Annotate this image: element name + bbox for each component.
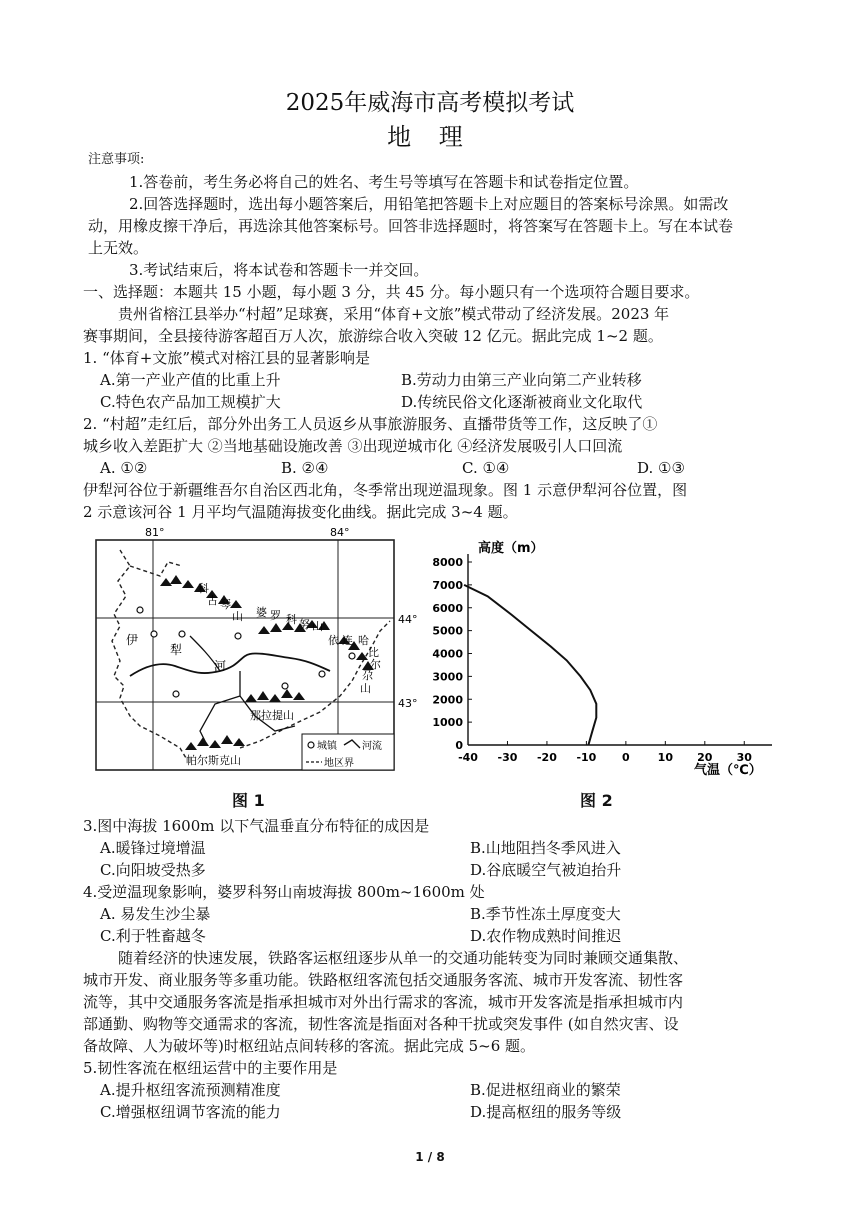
- legend-town-label: 城镇: [317, 741, 337, 752]
- chart-x-tick-label: 30: [736, 751, 752, 764]
- chart-x-tick-label: -30: [497, 751, 518, 764]
- question-4-option-c: C.利于牲畜越冬: [100, 927, 206, 945]
- mountain-nala-label: 那拉提山: [250, 709, 294, 722]
- mountain-poluo-char-1: 婆: [256, 606, 267, 619]
- mountain-yilian-char-3: 哈: [358, 634, 369, 647]
- question-4-option-d: D.农作物成熟时间推迟: [470, 927, 622, 945]
- mountain-nala: [245, 689, 305, 702]
- question-3-option-d: D.谷底暖空气被迫抬升: [470, 861, 622, 879]
- map-legend: [302, 734, 394, 770]
- passage-3-line-4: 部通勤、购物等交通需求的客流，韧性客流是指面对各种干扰或突发事件 (如自然灾害、设: [83, 1015, 679, 1033]
- passage-3-line-1: 随着经济的快速发展，铁路客运枢纽逐步从单一的交通功能转变为同时兼顾交通集散、: [118, 949, 689, 967]
- page-number: 1 / 8: [415, 1150, 445, 1164]
- chart-y-tick-label: 8000: [432, 556, 463, 569]
- question-2-option-c: C. ①④: [462, 459, 510, 477]
- question-2-option-a: A. ①②: [100, 459, 148, 477]
- question-2-stem: 2. “村超”走红后，部分外出务工人员返乡从事旅游服务、直播带货等工作，这反映了①: [83, 415, 658, 433]
- subject-title: 地 理: [387, 123, 473, 151]
- mountain-yilian-char-4: 比: [368, 646, 379, 659]
- mountain-kegu-char-2: 古: [207, 594, 218, 607]
- question-5-option-d: D.提高枢纽的服务等级: [470, 1103, 622, 1121]
- chart-y-tick-label: 5000: [432, 624, 463, 638]
- notice-heading: 注意事项:: [88, 152, 145, 167]
- notice-item-1: 1.答卷前，考生务必将自己的姓名、考生号等填写在答题卡和试卷指定位置。: [129, 173, 639, 191]
- figure-2-chart: [418, 538, 778, 780]
- question-2-option-b: B. ②④: [281, 459, 329, 477]
- question-4-option-a: A. 易发生沙尘暴: [100, 905, 211, 923]
- notice-item-2-end: 上无效。: [88, 239, 149, 257]
- question-3-option-b: B.山地阻挡冬季风进入: [470, 839, 621, 857]
- question-4-stem: 4.受逆温现象影响，婆罗科努山南坡海拔 800m~1600m 处: [83, 883, 485, 901]
- question-1-stem: 1. “体育+文旅”模式对榕江县的显著影响是: [83, 349, 370, 367]
- temperature-curve: [464, 585, 596, 745]
- question-5-option-b: B.促进枢纽商业的繁荣: [470, 1081, 621, 1099]
- section-heading: 一、选择题：本题共 15 小题，每小题 3 分，共 45 分。每小题只有一个选项符合题目要求。: [83, 283, 700, 301]
- question-3-option-c: C.向阳坡受热多: [100, 861, 206, 879]
- notice-item-2-cont: 动，用橡皮擦干净后，再选涂其他答案标号。回答非选择题时，将答案写在答题卡上。写在本试卷: [88, 217, 734, 235]
- longitude-84-label: 84°: [330, 526, 350, 539]
- legend-town-symbol: [308, 742, 314, 748]
- mountain-poluo-char-5: 山: [312, 620, 323, 633]
- mountain-paer: [185, 735, 245, 750]
- mountain-kegu-char-3: 琴: [220, 598, 231, 611]
- notice-item-2: 2.回答选择题时，选出每小题答案后，用铅笔把答题卡上对应题目的答案标号涂黑。如需改: [129, 195, 729, 213]
- river-main: [130, 653, 330, 676]
- longitude-81-label: 81°: [145, 526, 165, 539]
- mountain-yilian-char-7: 山: [360, 682, 371, 695]
- chart-x-tick-label: -40: [458, 751, 478, 764]
- mountain-yilian-char-2: 连: [342, 634, 353, 647]
- mountain-poluo-char-3: 科: [286, 613, 297, 626]
- latitude-43-label: 43°: [398, 697, 418, 710]
- map-label-li: 犁: [170, 643, 183, 657]
- passage-2-line-1: 伊犁河谷位于新疆维吾尔自治区西北角，冬季常出现逆温现象。图 1 示意伊犁河谷位置，图: [83, 481, 688, 499]
- chart-y-tick-label: 0: [455, 739, 463, 752]
- mountain-paer-label: 帕尔斯克山: [186, 754, 241, 767]
- passage-1-line-2: 赛事期间，全县接待游客超百万人次，旅游综合收入突破 12 亿元。据此完成 1~2 题。: [83, 327, 663, 345]
- question-3-option-a: A.暖锋过境增温: [100, 839, 206, 857]
- chart-x-axis-label: 气温（℃）: [694, 763, 762, 778]
- question-3-stem: 3.图中海拔 1600m 以下气温垂直分布特征的成因是: [83, 817, 430, 835]
- question-2-option-d: D. ①③: [637, 459, 685, 477]
- question-5-option-c: C.增强枢纽调节客流的能力: [100, 1103, 281, 1121]
- question-1-option-a: A.第一产业产值的比重上升: [100, 371, 281, 389]
- mountain-kegu-char-4: 山: [232, 610, 243, 623]
- question-1-option-c: C.特色农产品加工规模扩大: [100, 393, 281, 411]
- chart-y-tick-label: 1000: [432, 716, 463, 730]
- chart-x-tick-label: 20: [697, 751, 713, 764]
- question-4-option-b: B.季节性冻土厚度变大: [470, 905, 621, 923]
- chart-x-tick-label: 0: [622, 751, 630, 764]
- legend-river-label: 河流: [362, 741, 382, 752]
- passage-3-line-2: 城市开发、商业服务等多重功能。铁路枢纽客流包括交通服务客流、城市开发客流、韧性客: [83, 971, 684, 989]
- chart-y-tick-label: 4000: [432, 647, 463, 661]
- notice-item-3: 3.考试结束后，将本试卷和答题卡一并交回。: [129, 261, 429, 279]
- question-1-option-d: D.传统民俗文化逐渐被商业文化取代: [401, 393, 643, 411]
- chart-x-tick-label: -10: [576, 751, 597, 764]
- river-tributary-2: [200, 671, 240, 741]
- mountain-yilian-char-6: 尕: [362, 669, 373, 682]
- map-label-he: 河: [214, 659, 227, 673]
- chart-y-axis-label: 高度（m）: [478, 541, 544, 556]
- chart-y-tick-label: 3000: [432, 670, 463, 684]
- figure-2-caption: 图 2: [580, 791, 613, 810]
- passage-1-line-1: 贵州省榕江县举办“村超”足球赛，采用“体育+文旅”模式带动了经济发展。2023 年: [118, 305, 670, 323]
- passage-2-line-2: 2 示意该河谷 1 月平均气温随海拔变化曲线。据此完成 3~4 题。: [83, 503, 518, 521]
- question-5-option-a: A.提升枢纽客流预测精准度: [100, 1081, 281, 1099]
- passage-3-line-5: 备故障、人为破坏等)时枢纽站点间转移的客流。据此完成 5~6 题。: [83, 1037, 536, 1055]
- latitude-44-label: 44°: [398, 613, 418, 626]
- question-2-stem-cont: 城乡收入差距扩大 ②当地基础设施改善 ③出现逆城市化 ④经济发展吸引人口回流: [83, 437, 623, 455]
- chart-y-tick-label: 2000: [432, 693, 463, 707]
- mountain-kegu-char-1: 科: [198, 582, 209, 595]
- mountain-poluo-char-2: 罗: [270, 609, 281, 622]
- mountain-poluo-char-4: 努: [299, 618, 310, 631]
- legend-border-label: 地区界: [324, 758, 354, 769]
- map-label-yi: 伊: [126, 633, 139, 647]
- chart-x-tick-label: -20: [536, 751, 557, 764]
- passage-3-line-3: 流等，其中交通服务客流是指承担城市对外出行需求的客流，城市开发客流是指承担城市内: [83, 993, 684, 1011]
- figure-1-map: [90, 526, 418, 776]
- chart-axes: [468, 554, 772, 745]
- question-5-stem: 5.韧性客流在枢纽运营中的主要作用是: [83, 1059, 338, 1077]
- mountain-yilian-char-5: 尔: [370, 658, 381, 671]
- mountain-yilian-char-1: 依: [328, 634, 339, 647]
- figure-1-caption: 图 1: [232, 791, 265, 810]
- chart-x-tick-label: 10: [657, 751, 673, 764]
- question-1-option-b: B.劳动力由第三产业向第二产业转移: [401, 371, 642, 389]
- exam-title: 2025年威海市高考模拟考试: [285, 90, 575, 116]
- chart-y-tick-label: 6000: [432, 601, 463, 615]
- chart-y-tick-label: 7000: [432, 578, 463, 592]
